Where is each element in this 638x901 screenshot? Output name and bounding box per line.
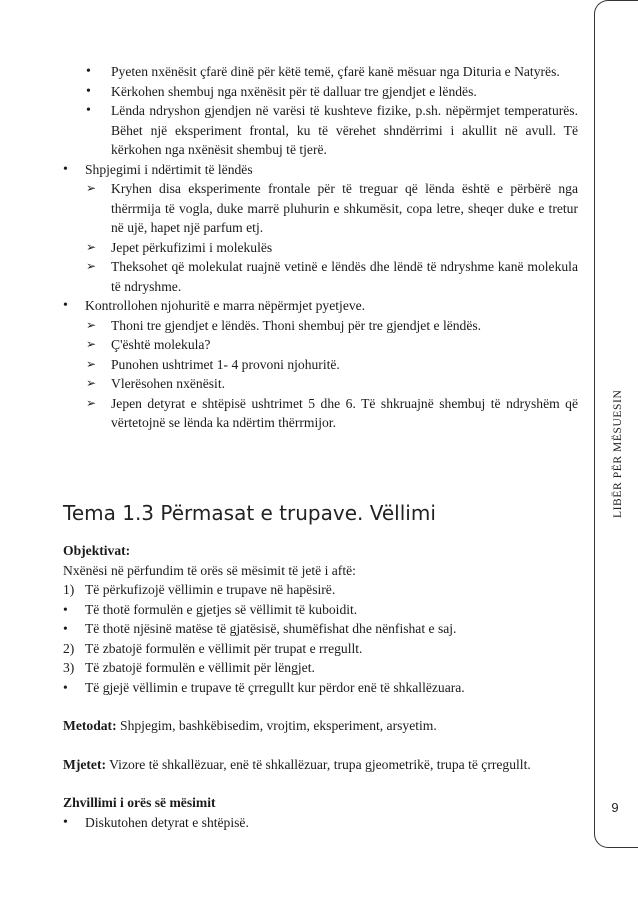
arrow-item: ➢ Ç'është molekula? bbox=[63, 335, 578, 355]
tools-line: Mjetet: Vizore të shkallëzuar, enë të shkallëzuar, trupa gjeometrikë, trupa të çrregullt. bbox=[63, 756, 531, 772]
arrow-item: ➢ Thoni tre gjendjet e lëndës. Thoni shembuj për tre gjendjet e lëndës. bbox=[63, 316, 578, 336]
list-item: • Pyeten nxënësit çfarë dinë për këtë temë, çfarë kanë mësuar nga Dituria e Natyrës. bbox=[63, 62, 578, 82]
objectives-label: Objektivat: bbox=[63, 543, 131, 558]
main-bullet-check: • Kontrollohen njohuritë e marra nëpërmjet pyetjeve. bbox=[63, 296, 578, 316]
methods-line: Metodat: Shpjegim, bashkëbisedim, vrojtim, eksperiment, arsyetim. bbox=[63, 718, 437, 733]
arrow-item: ➢ Jepet përkufizimi i molekulës bbox=[63, 238, 578, 258]
objectives-intro: Nxënësi në përfundim të orës së mësimit të jetë i aftë: bbox=[63, 562, 356, 578]
arrow-item: ➢ Vlerësohen nxënësit. bbox=[63, 374, 578, 394]
arrow-item: ➢ Theksohet që molekulat ruajnë vetinë e lëndës dhe lëndë të ndryshme kanë molekula të ndryshme. bbox=[63, 257, 578, 296]
section-heading: Tema 1.3 Përmasat e trupave. Vëllimi bbox=[63, 501, 436, 525]
objective-item: • Të gjejë vëllimin e trupave të çrregullt kur përdor enë të shkallëzuara. bbox=[63, 679, 465, 695]
arrow-item: ➢ Jepen detyrat e shtëpisë ushtrimet 5 dhe 6. Të shkruajnë shembuj të ndryshëm që vërtetojnë se lënda ka ndërtim thërrmijor. bbox=[63, 394, 578, 433]
objective-item: 3) Të zbatojë formulën e vëllimit për lëngjet. bbox=[63, 660, 315, 675]
objective-item: • Të thotë formulën e gjetjes së vëllimit të kuboidit. bbox=[63, 601, 358, 617]
main-bullet-explanation: • Shpjegimi i ndërtimit të lëndës bbox=[63, 160, 578, 180]
development-label: Zhvillimi i orës së mësimit bbox=[63, 795, 216, 810]
lesson-activities bbox=[63, 62, 578, 433]
objective-item: • Të thotë njësinë matëse të gjatësisë, shumëfishat dhe nënfishat e saj. bbox=[63, 621, 457, 636]
lesson-plan bbox=[63, 541, 578, 832]
list-item: • Kërkohen shembuj nga nxënësit për të dalluar tre gjendjet e lëndës. bbox=[63, 82, 578, 102]
arrow-item: ➢ Punohen ushtrimet 1- 4 provoni njohuritë. bbox=[63, 355, 578, 375]
objective-item: 2) Të zbatojë formulën e vëllimit për trupat e rregullt. bbox=[63, 640, 363, 656]
sidebar-title: LIBËR PËR MËSUESIN bbox=[612, 389, 624, 518]
list-item: • Lënda ndryshon gjendjen në varësi të kushteve fizike, p.sh. nëpërmjet temperaturës. Bëhet një eksperiment frontal, ku të vërehet shndërrimi i akullit në avull. Të kërkohen nga nxënësit shembuj të tjerë. bbox=[63, 101, 578, 160]
page-number: 9 bbox=[611, 800, 619, 815]
objective-item: 1) Të përkufizojë vëllimin e trupave në hapësirë. bbox=[63, 582, 336, 597]
development-item: • Diskutohen detyrat e shtëpisë. bbox=[63, 813, 578, 833]
arrow-item: ➢ Kryhen disa eksperimente frontale për të treguar që lënda është e përbërë nga thërrmija të vogla, duke marrë pluhurin e shkumësit, copa letre, sheqer duke e tretur në ujë, hapet një parfum etj. bbox=[63, 179, 578, 238]
